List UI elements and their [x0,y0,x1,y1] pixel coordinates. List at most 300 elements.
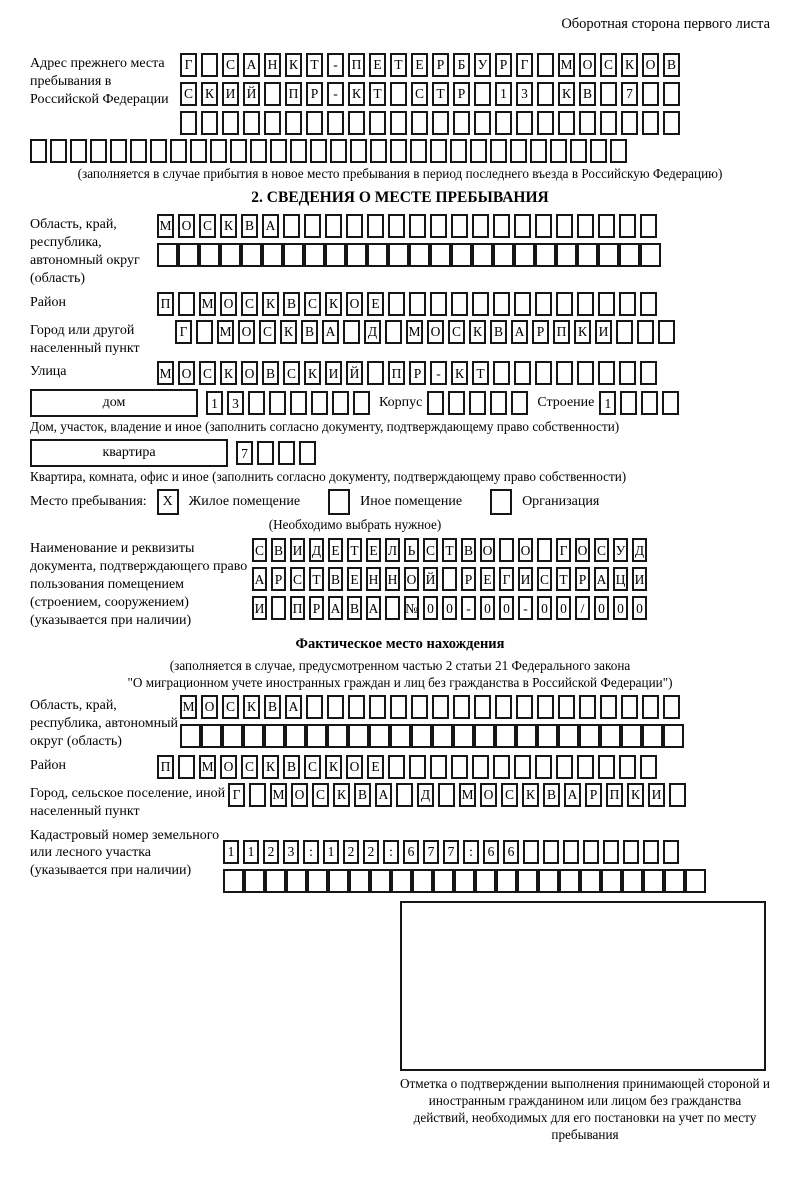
korpus-cells[interactable] [427,391,528,415]
char-cell[interactable] [348,724,369,748]
char-cell[interactable] [543,840,559,864]
char-cell[interactable]: Г [180,53,197,77]
char-cell[interactable] [391,869,412,893]
char-cell[interactable] [517,869,538,893]
char-cell[interactable]: 7 [423,840,439,864]
char-cell[interactable]: М [199,755,216,779]
char-cell[interactable]: О [346,755,363,779]
char-cell[interactable] [663,695,680,719]
char-cell[interactable]: К [451,361,468,385]
char-cell[interactable]: В [271,538,286,562]
char-cell[interactable] [199,243,220,267]
char-cell[interactable]: О [404,567,419,591]
char-cell[interactable] [577,292,594,316]
char-cell[interactable]: 0 [632,596,647,620]
char-cell[interactable]: Т [347,538,362,562]
char-cell[interactable]: Е [328,538,343,562]
char-cell[interactable] [70,139,87,163]
char-cell[interactable]: И [518,567,533,591]
char-cell[interactable] [619,214,636,238]
char-cell[interactable] [450,139,467,163]
char-cell[interactable]: В [262,361,279,385]
char-cell[interactable] [90,139,107,163]
char-cell[interactable] [390,724,411,748]
char-cell[interactable] [285,111,302,135]
char-cell[interactable]: О [642,53,659,77]
char-cell[interactable] [243,724,264,748]
char-cell[interactable] [390,111,407,135]
char-cell[interactable] [495,111,512,135]
char-cell[interactable] [388,292,405,316]
char-cell[interactable]: Л [385,538,400,562]
char-cell[interactable] [603,840,619,864]
char-cell[interactable] [662,391,679,415]
char-cell[interactable]: П [348,53,365,77]
char-cell[interactable]: 0 [442,596,457,620]
char-cell[interactable] [390,82,407,106]
char-cell[interactable] [257,441,274,465]
char-cell[interactable]: И [632,567,647,591]
street-row[interactable] [157,361,657,385]
char-cell[interactable]: Е [480,567,495,591]
char-cell[interactable] [600,111,617,135]
char-cell[interactable]: 2 [363,840,379,864]
char-cell[interactable] [210,139,227,163]
char-cell[interactable] [558,111,575,135]
char-cell[interactable]: А [322,320,339,344]
char-cell[interactable]: С [304,755,321,779]
char-cell[interactable]: К [262,292,279,316]
char-cell[interactable] [390,695,407,719]
char-cell[interactable]: У [613,538,628,562]
char-cell[interactable] [411,724,432,748]
char-cell[interactable] [220,243,241,267]
char-cell[interactable]: А [564,783,581,807]
char-cell[interactable] [598,755,615,779]
char-cell[interactable]: 2 [343,840,359,864]
char-cell[interactable]: Р [585,783,602,807]
char-cell[interactable] [641,391,658,415]
char-cell[interactable]: Е [347,567,362,591]
char-cell[interactable] [663,840,679,864]
char-cell[interactable]: А [328,596,343,620]
char-cell[interactable] [130,139,147,163]
char-cell[interactable] [453,724,474,748]
char-cell[interactable]: И [290,538,305,562]
char-cell[interactable]: О [480,783,497,807]
char-cell[interactable]: Т [306,53,323,77]
char-cell[interactable]: Р [271,567,286,591]
char-cell[interactable]: Р [532,320,549,344]
char-cell[interactable] [346,243,367,267]
char-cell[interactable] [537,53,554,77]
char-cell[interactable]: Е [411,53,428,77]
char-cell[interactable]: И [252,596,267,620]
char-cell[interactable] [558,724,579,748]
char-cell[interactable]: И [325,361,342,385]
char-cell[interactable] [563,840,579,864]
char-cell[interactable] [451,292,468,316]
char-cell[interactable]: К [469,320,486,344]
char-cell[interactable]: К [627,783,644,807]
char-cell[interactable] [511,391,528,415]
char-cell[interactable]: И [595,320,612,344]
char-cell[interactable]: С [252,538,267,562]
char-cell[interactable] [643,840,659,864]
char-cell[interactable] [244,869,265,893]
char-cell[interactable] [369,111,386,135]
char-cell[interactable]: Д [364,320,381,344]
char-cell[interactable] [640,243,661,267]
char-cell[interactable] [304,214,321,238]
char-cell[interactable]: О [241,361,258,385]
char-cell[interactable] [264,111,281,135]
char-cell[interactable]: С [222,53,239,77]
char-cell[interactable] [598,243,619,267]
char-cell[interactable]: 6 [483,840,499,864]
char-cell[interactable] [556,361,573,385]
prev-address-row-1[interactable] [180,53,680,77]
char-cell[interactable]: 0 [556,596,571,620]
char-cell[interactable] [328,869,349,893]
char-cell[interactable] [262,243,283,267]
char-cell[interactable] [388,243,409,267]
char-cell[interactable]: В [490,320,507,344]
prev-address-row-3[interactable] [180,111,680,135]
char-cell[interactable]: К [280,320,297,344]
char-cell[interactable] [178,755,195,779]
char-cell[interactable] [369,724,390,748]
char-cell[interactable]: Т [432,82,449,106]
char-cell[interactable] [550,139,567,163]
char-cell[interactable] [432,695,449,719]
char-cell[interactable] [348,695,365,719]
char-cell[interactable]: К [262,755,279,779]
char-cell[interactable]: М [406,320,423,344]
char-cell[interactable]: К [285,53,302,77]
char-cell[interactable] [451,243,472,267]
char-cell[interactable]: К [220,361,237,385]
char-cell[interactable] [327,724,348,748]
char-cell[interactable] [349,869,370,893]
char-cell[interactable]: Ц [613,567,628,591]
char-cell[interactable] [180,724,201,748]
char-cell[interactable] [600,82,617,106]
char-cell[interactable] [410,139,427,163]
char-cell[interactable] [412,869,433,893]
char-cell[interactable] [30,139,47,163]
char-cell[interactable]: С [180,82,197,106]
char-cell[interactable]: В [543,783,560,807]
char-cell[interactable] [388,214,405,238]
char-cell[interactable] [514,243,535,267]
char-cell[interactable]: 0 [613,596,628,620]
char-cell[interactable]: Т [369,82,386,106]
char-cell[interactable]: Р [432,53,449,77]
char-cell[interactable]: Д [417,783,434,807]
char-cell[interactable] [537,82,554,106]
char-cell[interactable] [559,869,580,893]
char-cell[interactable]: С [290,567,305,591]
char-cell[interactable] [170,139,187,163]
char-cell[interactable] [249,783,266,807]
document-row-3[interactable] [252,596,647,620]
char-cell[interactable] [327,695,344,719]
char-cell[interactable] [474,695,491,719]
char-cell[interactable]: - [327,82,344,106]
char-cell[interactable] [663,724,684,748]
char-cell[interactable]: Й [243,82,260,106]
char-cell[interactable] [496,869,517,893]
char-cell[interactable] [346,214,363,238]
char-cell[interactable] [598,292,615,316]
char-cell[interactable] [577,361,594,385]
char-cell[interactable]: М [217,320,234,344]
char-cell[interactable] [430,243,451,267]
char-cell[interactable]: П [388,361,405,385]
char-cell[interactable] [556,755,573,779]
char-cell[interactable]: Г [175,320,192,344]
apartment-type-box[interactable]: квартира [30,439,228,467]
char-cell[interactable]: В [301,320,318,344]
char-cell[interactable]: К [304,361,321,385]
char-cell[interactable] [685,869,706,893]
char-cell[interactable]: А [511,320,528,344]
char-cell[interactable]: М [558,53,575,77]
char-cell[interactable] [348,111,365,135]
char-cell[interactable]: С [594,538,609,562]
char-cell[interactable] [201,111,218,135]
region-row-1[interactable] [157,214,661,238]
char-cell[interactable] [353,391,370,415]
char-cell[interactable]: О [518,538,533,562]
char-cell[interactable] [637,320,654,344]
char-cell[interactable] [304,243,325,267]
char-cell[interactable] [230,139,247,163]
char-cell[interactable] [330,139,347,163]
char-cell[interactable] [432,111,449,135]
char-cell[interactable]: С [600,53,617,77]
char-cell[interactable] [621,724,642,748]
char-cell[interactable]: А [243,53,260,77]
char-cell[interactable] [472,214,489,238]
char-cell[interactable] [299,441,316,465]
char-cell[interactable]: Р [495,53,512,77]
char-cell[interactable]: Й [423,567,438,591]
region-row-2[interactable] [157,243,661,267]
char-cell[interactable]: М [180,695,197,719]
char-cell[interactable] [286,869,307,893]
char-cell[interactable] [332,391,349,415]
char-cell[interactable] [278,441,295,465]
char-cell[interactable] [385,596,400,620]
char-cell[interactable] [390,139,407,163]
char-cell[interactable] [265,869,286,893]
char-cell[interactable] [495,724,516,748]
char-cell[interactable]: 1 [206,391,223,415]
char-cell[interactable] [430,139,447,163]
char-cell[interactable]: О [291,783,308,807]
char-cell[interactable] [621,111,638,135]
char-cell[interactable]: О [427,320,444,344]
char-cell[interactable]: В [264,695,281,719]
char-cell[interactable] [640,755,657,779]
char-cell[interactable]: М [459,783,476,807]
char-cell[interactable] [514,361,531,385]
char-cell[interactable] [306,695,323,719]
char-cell[interactable] [223,869,244,893]
char-cell[interactable]: П [290,596,305,620]
char-cell[interactable] [180,111,197,135]
char-cell[interactable] [442,567,457,591]
residence-checkbox-organization[interactable] [490,489,512,515]
char-cell[interactable]: С [283,361,300,385]
prev-address-row-2[interactable] [180,82,680,106]
char-cell[interactable]: Р [409,361,426,385]
char-cell[interactable] [538,869,559,893]
char-cell[interactable] [493,243,514,267]
char-cell[interactable] [388,755,405,779]
char-cell[interactable] [499,538,514,562]
char-cell[interactable] [290,139,307,163]
char-cell[interactable]: О [238,320,255,344]
char-cell[interactable] [600,695,617,719]
char-cell[interactable]: Е [366,538,381,562]
char-cell[interactable]: В [354,783,371,807]
char-cell[interactable] [663,111,680,135]
char-cell[interactable] [642,724,663,748]
char-cell[interactable] [370,869,391,893]
char-cell[interactable] [474,111,491,135]
char-cell[interactable] [201,724,222,748]
char-cell[interactable] [409,243,430,267]
char-cell[interactable] [493,361,510,385]
char-cell[interactable]: : [463,840,479,864]
char-cell[interactable] [343,320,360,344]
char-cell[interactable] [523,840,539,864]
char-cell[interactable] [577,214,594,238]
char-cell[interactable]: Г [556,538,571,562]
char-cell[interactable] [409,214,426,238]
char-cell[interactable] [590,139,607,163]
char-cell[interactable] [241,243,262,267]
actual-district-row[interactable] [157,755,657,779]
char-cell[interactable] [222,111,239,135]
char-cell[interactable] [610,139,627,163]
char-cell[interactable] [453,111,470,135]
char-cell[interactable] [490,139,507,163]
prev-address-row-4[interactable] [30,139,770,163]
char-cell[interactable]: - [518,596,533,620]
char-cell[interactable]: Д [632,538,647,562]
char-cell[interactable] [178,292,195,316]
cadastral-row-2[interactable] [223,869,706,893]
char-cell[interactable] [411,695,428,719]
char-cell[interactable]: М [157,361,174,385]
char-cell[interactable] [658,320,675,344]
char-cell[interactable]: П [157,755,174,779]
char-cell[interactable] [451,214,468,238]
char-cell[interactable] [640,292,657,316]
char-cell[interactable] [290,391,307,415]
apartment-number-cells[interactable] [236,441,316,465]
char-cell[interactable]: О [178,361,195,385]
char-cell[interactable] [640,361,657,385]
char-cell[interactable] [490,391,507,415]
char-cell[interactable]: 7 [236,441,253,465]
char-cell[interactable]: 1 [243,840,259,864]
char-cell[interactable]: С [501,783,518,807]
char-cell[interactable] [270,139,287,163]
char-cell[interactable]: С [304,292,321,316]
char-cell[interactable]: С [537,567,552,591]
char-cell[interactable] [438,783,455,807]
char-cell[interactable]: 0 [423,596,438,620]
char-cell[interactable]: 6 [403,840,419,864]
char-cell[interactable] [598,361,615,385]
char-cell[interactable]: Т [390,53,407,77]
char-cell[interactable]: 0 [537,596,552,620]
char-cell[interactable]: Е [367,292,384,316]
char-cell[interactable]: 6 [503,840,519,864]
char-cell[interactable] [558,695,575,719]
char-cell[interactable]: 0 [480,596,495,620]
char-cell[interactable]: - [461,596,476,620]
char-cell[interactable] [516,695,533,719]
char-cell[interactable]: В [663,53,680,77]
house-type-box[interactable]: дом [30,389,198,417]
char-cell[interactable] [493,214,510,238]
char-cell[interactable]: В [328,567,343,591]
char-cell[interactable] [285,724,306,748]
char-cell[interactable] [430,755,447,779]
char-cell[interactable] [535,292,552,316]
char-cell[interactable]: 0 [594,596,609,620]
char-cell[interactable] [622,869,643,893]
char-cell[interactable] [201,53,218,77]
cadastral-row-1[interactable] [223,840,706,864]
char-cell[interactable] [556,292,573,316]
actual-city-row[interactable] [228,783,686,807]
char-cell[interactable] [537,724,558,748]
char-cell[interactable]: Д [309,538,324,562]
char-cell[interactable] [178,243,199,267]
char-cell[interactable] [283,243,304,267]
char-cell[interactable]: В [283,292,300,316]
char-cell[interactable]: А [285,695,302,719]
char-cell[interactable]: К [325,755,342,779]
char-cell[interactable]: Г [516,53,533,77]
actual-region-row-1[interactable] [180,695,684,719]
char-cell[interactable] [537,695,554,719]
char-cell[interactable]: Г [499,567,514,591]
char-cell[interactable] [367,361,384,385]
char-cell[interactable] [510,139,527,163]
char-cell[interactable] [619,243,640,267]
residence-checkbox-other[interactable] [328,489,350,515]
char-cell[interactable] [150,139,167,163]
residence-checkbox-dwelling[interactable]: X [157,489,179,515]
document-row-2[interactable] [252,567,647,591]
char-cell[interactable]: П [157,292,174,316]
actual-region-row-2[interactable] [180,724,684,748]
char-cell[interactable] [495,695,512,719]
char-cell[interactable] [475,869,496,893]
char-cell[interactable] [537,111,554,135]
char-cell[interactable]: А [375,783,392,807]
house-number-cells[interactable] [206,391,370,415]
char-cell[interactable]: 3 [283,840,299,864]
